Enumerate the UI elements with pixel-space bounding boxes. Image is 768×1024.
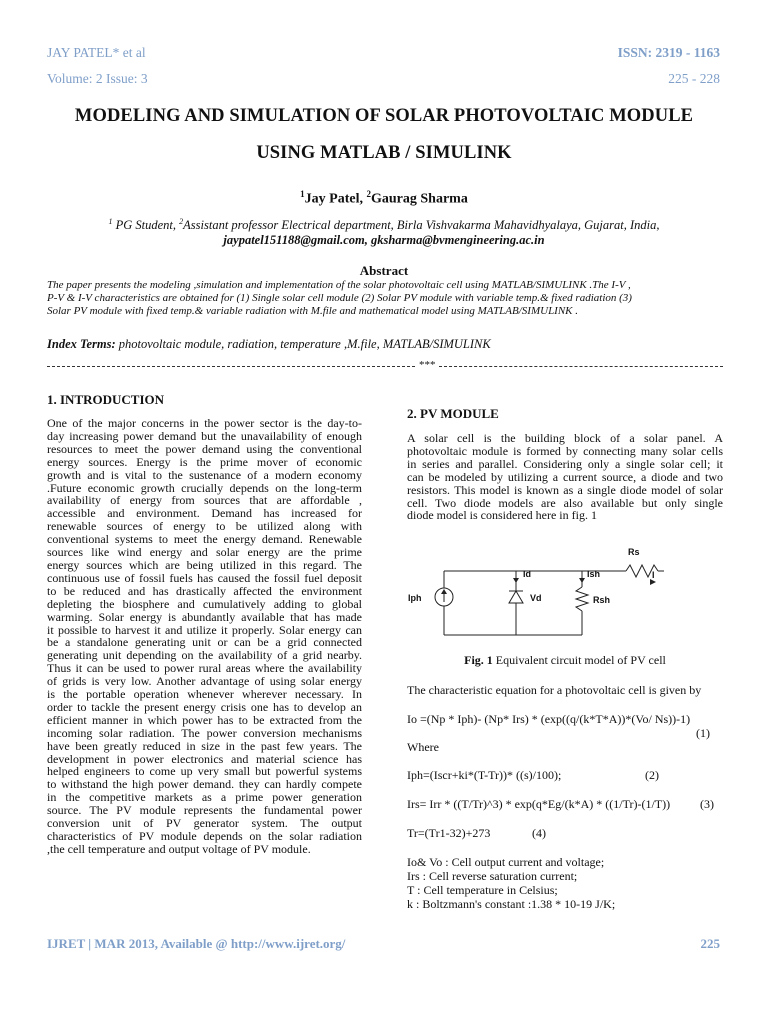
intro-paragraph <box>47 417 362 856</box>
paragraph-line: One of the major concerns in the power sector is the day-to- <box>47 416 362 430</box>
paragraph-line: helped engineers to come up very small but powerful systems <box>47 764 362 779</box>
section-separator <box>47 360 723 372</box>
label-id: Id <box>523 569 531 579</box>
paragraph-line: it possible to harvest it and utilize it properly. Solar energy can <box>47 622 362 637</box>
paragraph-line: to withstand the high power demand. they can hardly compete <box>47 777 362 792</box>
index-terms-label: Index Terms: <box>47 337 116 351</box>
label-rs: Rs <box>628 547 640 557</box>
definition-line: k : Boltzmann's constant :1.38 * 10-19 J/K; <box>407 897 616 911</box>
paragraph-line: Thus it can be used to power rural areas where the availability <box>47 661 362 676</box>
paragraph-line: in series and parallel. Considering only a single solar cell; it <box>407 456 723 471</box>
paper-title-line-1: MODELING AND SIMULATION OF SOLAR PHOTOVOLTAIC MODULE <box>74 106 694 126</box>
paragraph-line: .Future economic growth crucially depends on the long-term <box>47 480 362 495</box>
equation-intro: The characteristic equation for a photovoltaic cell is given by <box>407 683 702 697</box>
abstract-body <box>47 279 723 318</box>
id-arrow <box>513 578 519 583</box>
affil-part-2: Assistant professor Electrical department, Birla Vishvakarma Mahavidhyalaya, Gujarat, India, <box>183 218 660 233</box>
label-rsh: Rsh <box>593 595 611 605</box>
label-iph: Iph <box>408 593 422 603</box>
issn: ISSN: 2319 - 1163 <box>617 45 720 60</box>
paragraph-line: of grids is very low. Another advantage of using solar energy <box>47 674 362 689</box>
paragraph-line: depleting the biosphere and cumulatively adding to global <box>47 596 362 611</box>
affil-sup-1: 1 <box>108 217 113 226</box>
paragraph-line: ,the cell temperature and output voltage of PV module. <box>47 841 311 856</box>
rsh-resistor <box>576 587 588 611</box>
paragraph-line: resources to meet the power demand using the conventional <box>47 441 362 456</box>
paragraph-line: conventional systems to meet the energy demand. Renewable <box>47 532 362 547</box>
paragraph-line: availability of energy from sources that are affordable , <box>47 493 362 508</box>
paragraph-line: A solar cell is the building block of a solar panel. A <box>407 431 723 445</box>
separator-line-left <box>47 366 415 367</box>
source-arrow <box>441 589 447 594</box>
paragraph-line: resistors. This model is known as a single diode model of solar <box>407 482 723 497</box>
equation-3-number: (3) <box>700 797 714 811</box>
separator-stars: *** <box>419 359 436 371</box>
intro-heading: 1. INTRODUCTION <box>47 392 165 407</box>
definition-line: Io& Vo : Cell output current and voltage; <box>407 855 605 869</box>
author-sup-1: 1 <box>300 189 305 199</box>
footer-page-number: 225 <box>700 936 720 951</box>
paragraph-line: growth and is vital to the sustenance of a modern economy <box>47 467 362 482</box>
paragraph-line: accessible and environment. Demand has increased for <box>47 506 362 521</box>
paragraph-line: generating unit depending on the availability of a grid nearby. <box>47 648 362 663</box>
separator-line-right <box>439 366 723 367</box>
paragraph-line: order to tackle the present energy crisis one has to develop an <box>47 699 362 714</box>
index-terms-text: photovoltaic module, radiation, temperature ,M.file, MATLAB/SIMULINK <box>115 337 491 351</box>
page-range: 225 - 228 <box>668 71 720 86</box>
paragraph-line: be a standalone generating unit or can be a grid connected <box>47 635 362 650</box>
equivalent-circuit-figure <box>406 543 664 641</box>
author-1: Jay Patel, <box>304 191 367 207</box>
label-ish: Ish <box>587 569 601 579</box>
running-author: JAY PATEL* et al <box>47 45 146 60</box>
author-2: Gaurag Sharma <box>370 191 468 207</box>
label-vd: Vd <box>530 593 542 603</box>
author-emails: jaypatel151188@gmail.com, gksharma@bvmengineering.ac.in <box>223 233 545 247</box>
paragraph-line: is the portable operation whenever wherever necessary. In <box>47 687 362 702</box>
affiliation <box>0 217 768 233</box>
paragraph-line: energy sources. Energy is the prime mover of economic <box>47 454 362 469</box>
index-terms <box>47 337 723 352</box>
paragraph-line: incoming solar radiation. The power conversion mechanisms <box>47 725 362 740</box>
equation-2-number: (2) <box>645 768 659 782</box>
equation-4-number: (4) <box>532 826 546 840</box>
paragraph-line: sources like wind energy and solar energy are the prime <box>47 545 362 560</box>
equation-1: Io =(Np * Iph)- (Np* Irs) * (exp((q/(k*T*A))*(Vo/ Ns))-1) <box>407 712 691 726</box>
paragraph-line: conversion unit of PV generator system. The output <box>47 816 362 831</box>
abstract-line: P-V & I-V characteristics are obtained for (1) Single solar cell module (2) Solar PV module with variable temp.& fixed radiation (3) <box>47 292 632 304</box>
affil-part-1: PG Student, <box>112 218 180 233</box>
equation-3: Irs= Irr * ((T/Tr)^3) * exp(q*Eg/(k*A) * ((1/Tr)-(1/T)) <box>407 797 671 811</box>
paper-title-line-2: USING MATLAB / SIMULINK <box>256 143 512 163</box>
paragraph-line: diode model is considered here in fig. 1 <box>407 508 597 523</box>
paragraph-line: continuous use of fossil fuels has caused the fossil fuel deposit <box>47 570 362 585</box>
pv-module-paragraph <box>407 432 723 522</box>
paragraph-line: development in power electronics and material science has <box>47 751 362 766</box>
abstract-heading: Abstract <box>359 263 409 278</box>
paragraph-line: warming. Solar energy is abundantly available that has made <box>47 609 362 624</box>
paragraph-line: can be modeled by utilizing a current source, a diode and two <box>407 469 723 484</box>
figure-caption <box>406 653 724 668</box>
label-i: I <box>652 570 655 580</box>
paragraph-line: source. The PV module represents the fundamental power <box>47 803 362 818</box>
where-label: Where <box>407 740 439 754</box>
equation-2: Iph=(Iscr+ki*(T-Tr))* ((s)/100); <box>407 768 562 782</box>
paragraph-line: photovoltaic module is formed by connecting many solar cells <box>407 443 723 458</box>
paragraph-line: to be reduced and has drastically affected the environment <box>47 583 362 598</box>
figure-number: Fig. 1 <box>464 653 493 667</box>
ish-arrow <box>579 578 585 583</box>
abstract-line: Solar PV module with fixed temp.& variable radiation with M.file and mathematical model using MATLAB/SIMULINK . <box>47 305 579 317</box>
figure-caption-text: Equivalent circuit model of PV cell <box>492 653 666 667</box>
affil-sup-2: 2 <box>179 217 184 226</box>
abstract-line: The paper presents the modeling ,simulation and implementation of the solar photovoltaic cell using MATLAB/SIMULINK .The I-V , <box>47 279 631 291</box>
paragraph-line: have been greatly reduced in size in the past few years. The <box>47 738 362 753</box>
diode-triangle <box>509 591 523 603</box>
paragraph-line: characteristics of PV module depends on the solar radiation <box>47 829 362 843</box>
pv-module-heading: 2. PV MODULE <box>407 406 499 421</box>
footer-journal: IJRET | MAR 2013, Available @ http://www.ijret.org/ <box>47 936 346 951</box>
equation-4: Tr=(Tr1-32)+273 <box>407 826 491 840</box>
paragraph-line: day increasing power demand but the unavailability of enough <box>47 428 362 443</box>
author-sup-2: 2 <box>366 189 371 199</box>
paragraph-line: renewable sources of energy to be utilized along with <box>47 519 362 534</box>
paragraph-line: in the competitive markets as a prime power generation <box>47 790 362 805</box>
definition-line: Irs : Cell reverse saturation current; <box>407 869 578 883</box>
equation-1-number: (1) <box>696 726 710 740</box>
paragraph-line: energy sources which are being utilized in this regard. The <box>47 557 362 572</box>
definition-line: T : Cell temperature in Celsius; <box>407 883 558 897</box>
authors <box>0 189 768 208</box>
volume-issue: Volume: 2 Issue: 3 <box>47 71 148 86</box>
paragraph-line: efficient manner in which power has to be extracted from the <box>47 712 362 727</box>
paragraph-line: cell. Two diode models are also available but only single <box>407 495 723 510</box>
